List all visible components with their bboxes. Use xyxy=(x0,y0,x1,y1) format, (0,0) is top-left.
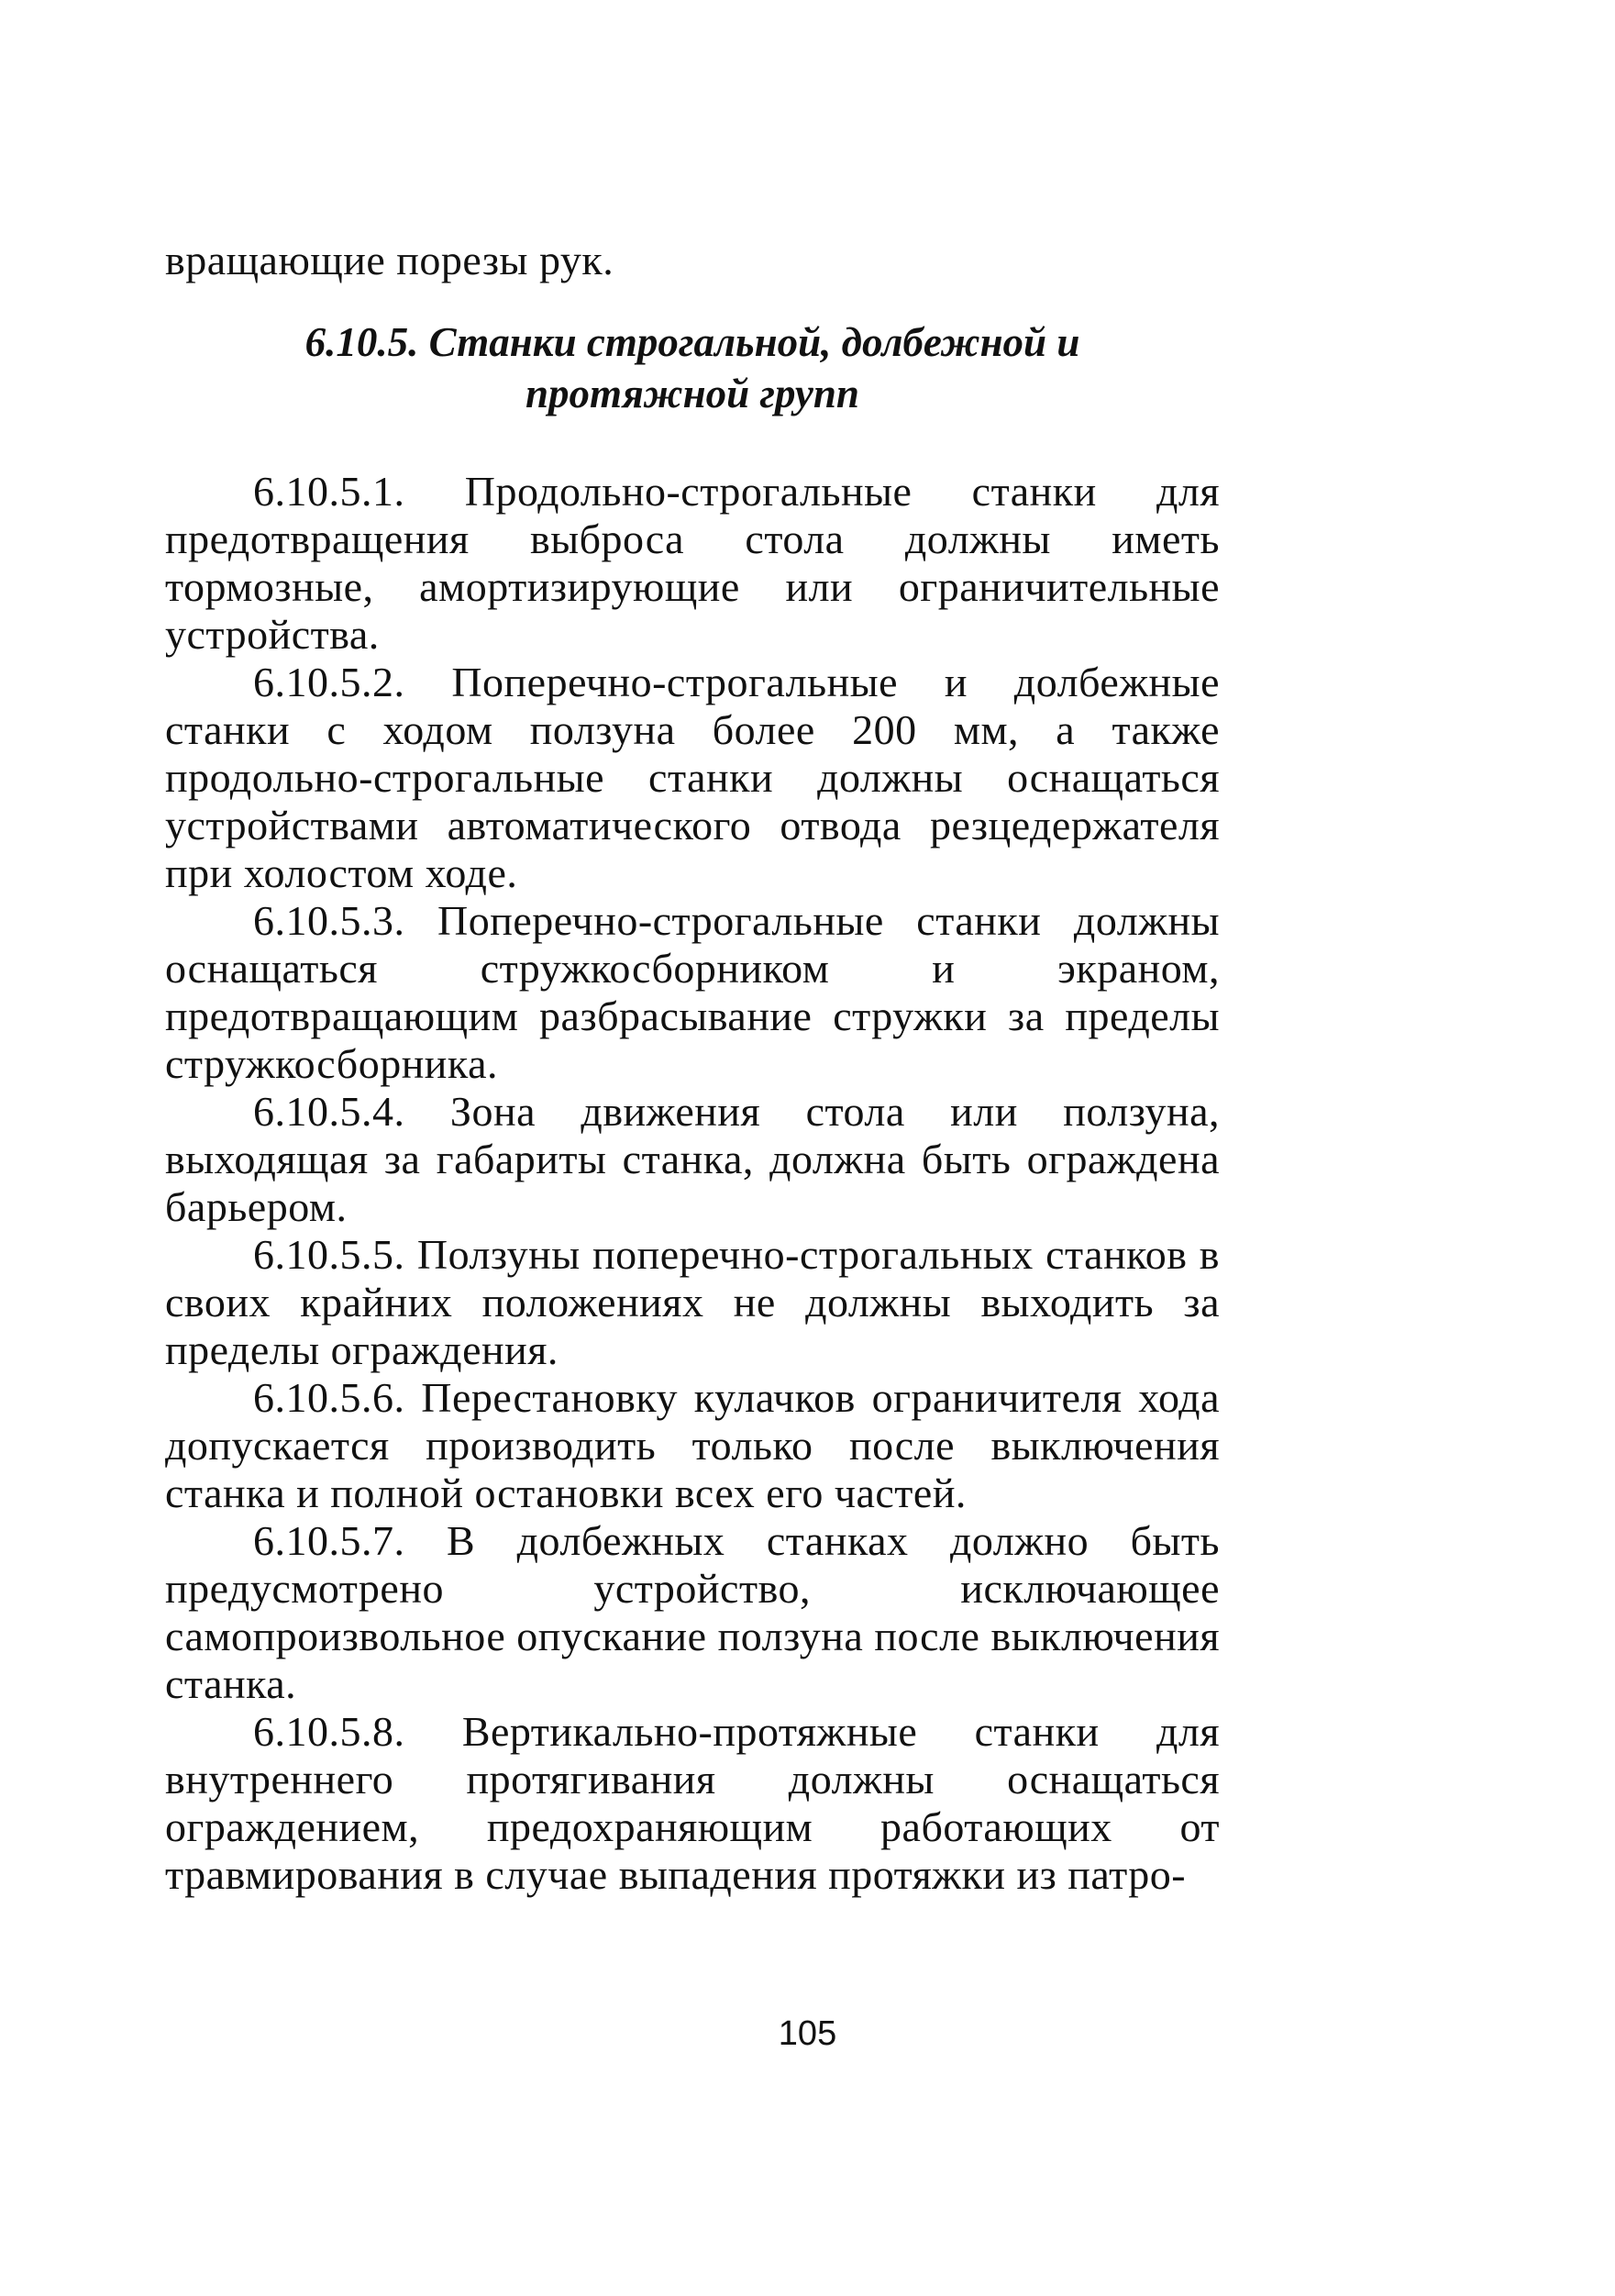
continued-paragraph-text: вращающие порезы рук. xyxy=(165,237,614,283)
section-heading-line-1: 6.10.5. Станки строгальной, долбежной и xyxy=(304,319,1080,365)
section-heading xyxy=(165,316,1220,419)
paragraph-6-10-5-4: 6.10.5.4. Зона движения стола или ползуна, выходящая за габариты станка, должна быть ограждена барьером. xyxy=(165,1088,1220,1230)
paragraph-6-10-5-2: 6.10.5.2. Поперечно-строгальные и долбежные станки с ходом ползуна более 200 мм, а также продольно-строгальные станки должны оснащаться устройствами автоматического отвода резцедержателя при холостом ходе. xyxy=(165,659,1220,896)
section-heading-line-2: протяжной групп xyxy=(525,371,859,416)
paragraph-6-10-5-5: 6.10.5.5. Ползуны поперечно-строгальных станков в своих крайних положениях не должны выходить за пределы ограждения. xyxy=(165,1231,1220,1373)
paragraph-6-10-5-8: 6.10.5.8. Вертикально-протяжные станки для внутреннего протягивания должны оснащаться ограждением, предохраняющим работающих от травмирования в случае выпадения протяжки из патро- xyxy=(165,1708,1220,1898)
paragraph-6-10-5-1: 6.10.5.1. Продольно-строгальные станки для предотвращения выброса стола должны иметь тормозные, амортизирующие или ограничительные устройства. xyxy=(165,468,1220,658)
paragraph-6-10-5-6: 6.10.5.6. Перестановку кулачков ограничителя хода допускается производить только после выключения станка и полной остановки всех его частей. xyxy=(165,1374,1220,1516)
paragraph-6-10-5-7: 6.10.5.7. В долбежных станках должно быть предусмотрено устройство, исключающее самопроизвольное опускание ползуна после выключения станка. xyxy=(165,1517,1220,1707)
section-body xyxy=(165,468,1220,1899)
paragraph-6-10-5-3: 6.10.5.3. Поперечно-строгальные станки должны оснащаться стружкосборником и экраном, предотвращающим разбрасывание стружки за пределы стружкосборника. xyxy=(165,897,1220,1087)
page-number: 105 xyxy=(778,2014,837,2053)
